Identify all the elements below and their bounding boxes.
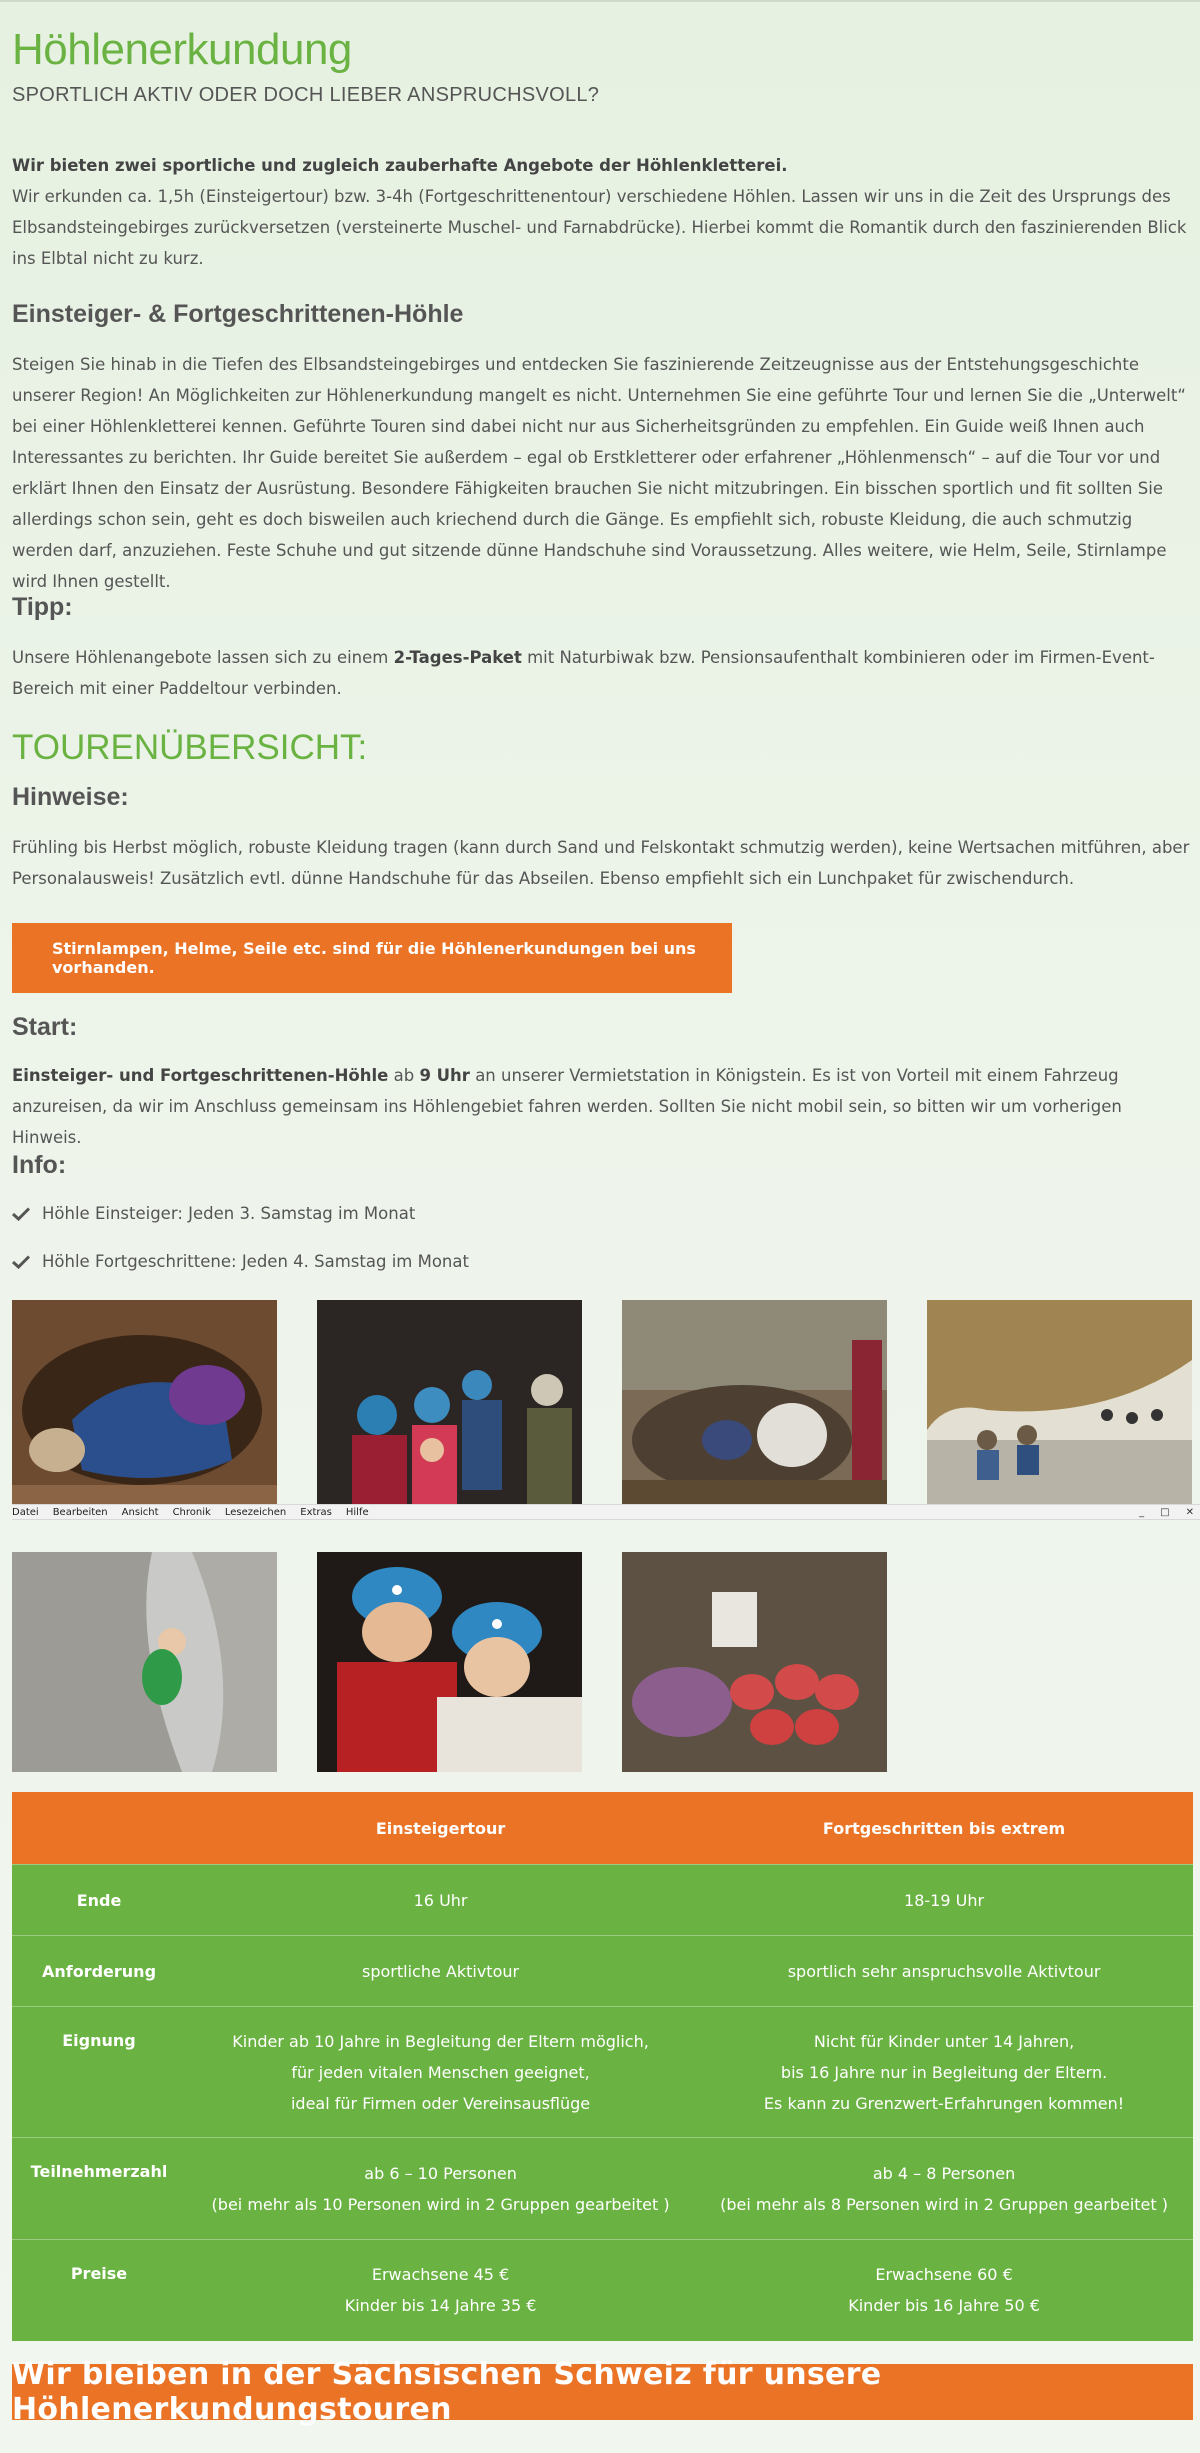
cell-line: ab 4 – 8 Personen bbox=[872, 2163, 1016, 2183]
start-heading: Start: bbox=[12, 1013, 78, 1041]
cell-suitability-beginner bbox=[186, 2007, 695, 2138]
info-item-beginner bbox=[12, 1204, 415, 1223]
cell-line: ab 6 – 10 Personen bbox=[364, 2163, 517, 2183]
row-label-requirement: Anforderung bbox=[12, 1936, 186, 2007]
gallery-photo-helmets[interactable] bbox=[317, 1552, 582, 1772]
cell-suitability-advanced bbox=[695, 2007, 1193, 2138]
tour-table bbox=[12, 1792, 1193, 2341]
table-header-empty bbox=[12, 1792, 186, 1865]
check-icon bbox=[12, 1207, 30, 1221]
cell-line: ideal für Firmen oder Vereinsausflüge bbox=[290, 2093, 591, 2113]
cell-participants-beginner bbox=[186, 2138, 695, 2240]
tipp-text-pre: Unsere Höhlenangebote lassen sich zu einem bbox=[12, 648, 394, 667]
gallery-photo-crawling[interactable] bbox=[12, 1300, 277, 1518]
start-mid: ab bbox=[388, 1066, 420, 1085]
close-icon[interactable]: ✕ bbox=[1185, 1506, 1194, 1518]
tipp-text-bold: 2-Tages-Paket bbox=[393, 648, 522, 667]
row-label-end: Ende bbox=[12, 1865, 186, 1936]
menu-bookmarks[interactable]: Lesezeichen bbox=[224, 1506, 287, 1518]
cell-line: Kinder bis 16 Jahre 50 € bbox=[848, 2296, 1040, 2316]
overview-heading: TOURENÜBERSICHT: bbox=[12, 728, 368, 767]
cell-line: Kinder bis 14 Jahre 35 € bbox=[344, 2296, 537, 2316]
table-row bbox=[12, 1865, 1193, 1936]
cell-line: Kinder ab 10 Jahre in Begleitung der Eltern möglich, bbox=[232, 2031, 649, 2051]
menu-view[interactable]: Ansicht bbox=[121, 1506, 159, 1518]
page-subtitle: SPORTLICH AKTIV ODER DOCH LIEBER ANSPRUCHSVOLL? bbox=[12, 84, 600, 106]
top-border bbox=[0, 0, 1200, 2]
window-buttons bbox=[1139, 1507, 1200, 1518]
cell-line: für jeden vitalen Menschen geeignet, bbox=[291, 2062, 590, 2082]
menu-help[interactable]: Hilfe bbox=[345, 1506, 369, 1518]
cell-end-advanced: 18-19 Uhr bbox=[695, 1865, 1193, 1936]
row-label-prices: Preise bbox=[12, 2240, 186, 2341]
menu-file[interactable]: Datei bbox=[12, 1506, 39, 1518]
table-row bbox=[12, 2240, 1193, 2341]
cell-line: (bei mehr als 10 Personen wird in 2 Gruppen gearbeitet ) bbox=[211, 2194, 670, 2214]
equipment-note-box bbox=[12, 923, 732, 993]
cell-line: Nicht für Kinder unter 14 Jahren, bbox=[813, 2031, 1075, 2051]
intro-paragraph bbox=[12, 150, 1190, 274]
page-title: Höhlenerkundung bbox=[12, 25, 352, 74]
gallery-photo-cave-entrance[interactable] bbox=[622, 1300, 887, 1518]
gallery-photo-group[interactable] bbox=[317, 1300, 582, 1518]
cell-requirement-beginner: sportliche Aktivtour bbox=[186, 1936, 695, 2007]
check-icon bbox=[12, 1255, 30, 1269]
cell-requirement-advanced: sportlich sehr anspruchsvolle Aktivtour bbox=[695, 1936, 1193, 2007]
bottom-banner bbox=[12, 2357, 1193, 2427]
tipp-text bbox=[12, 642, 1190, 704]
cell-line: Es kann zu Grenzwert-Erfahrungen kommen! bbox=[763, 2093, 1125, 2113]
start-text bbox=[12, 1060, 1190, 1153]
hinweise-heading: Hinweise: bbox=[12, 783, 129, 811]
minimize-icon[interactable]: _ bbox=[1139, 1506, 1145, 1518]
gallery-photo-equipment[interactable] bbox=[622, 1552, 887, 1772]
info-heading: Info: bbox=[12, 1151, 67, 1179]
menu-edit[interactable]: Bearbeiten bbox=[52, 1506, 108, 1518]
tipp-text-post: mit Naturbiwak bzw. Pensionsaufenthalt kombinieren oder im Firmen-Event-Bereich mit einer Paddeltour verbinden. bbox=[12, 648, 1155, 698]
table-header-beginner: Einsteigertour bbox=[186, 1792, 695, 1865]
bottom-banner-text: Wir bleiben in der Sächsischen Schweiz für unsere Höhlenerkundungstouren bbox=[12, 2357, 882, 2427]
start-bold-1: Einsteiger- und Fortgeschrittenen-Höhle bbox=[12, 1066, 389, 1085]
cell-line: bis 16 Jahre nur in Begleitung der Eltern. bbox=[780, 2062, 1108, 2082]
cell-line: Erwachsene 45 € bbox=[371, 2265, 510, 2285]
cell-participants-advanced bbox=[695, 2138, 1193, 2240]
browser-menubar bbox=[12, 1504, 1200, 1520]
info-item-text: Höhle Einsteiger: Jeden 3. Samstag im Monat bbox=[42, 1204, 416, 1223]
cell-line: (bei mehr als 8 Personen wird in 2 Gruppen gearbeitet ) bbox=[720, 2194, 1168, 2214]
intro-text: Wir erkunden ca. 1,5h (Einsteigertour) bzw. 3-4h (Fortgeschrittenentour) verschiedene Höhlen. Lassen wir uns in die Zeit des Ursprungs des Elbsandsteingebirges zurückversetzen (versteinerte Muschel- und Farnabdrücke). Hierbei kommt die Romantik durch den faszinierenden Blick ins Elbtal nicht zu kurz. bbox=[12, 187, 1187, 268]
start-bold-2: 9 Uhr bbox=[419, 1066, 470, 1085]
cell-end-beginner: 16 Uhr bbox=[186, 1865, 695, 1936]
table-row bbox=[12, 1936, 1193, 2007]
menu-tools[interactable]: Extras bbox=[300, 1506, 332, 1518]
gallery-photo-child-climbing[interactable] bbox=[12, 1552, 277, 1772]
section-caves-text: Steigen Sie hinab in die Tiefen des Elbsandsteingebirges und entdecken Sie faszinierende Zeitzeugnisse aus der Entstehungsgeschichte unserer Region! An Möglichkeiten zur Höhlenerkundung mangelt es nicht. Unternehmen Sie eine geführte Tour und lernen Sie die „Unterwelt“ bei einer Höhlenkletterei kennen. Geführte Touren sind dabei nicht nur aus Sicherheitsgründen zu empfehlen. Ein Guide weiß Ihnen auch Interessantes zu berichten. Ihr Guide bereitet Sie außerdem – egal ob Erstkletterer oder erfahrener „Höhlenmensch“ – auf die Tour vor und erklärt Ihnen den Einsatz der Ausrüstung. Besondere Fähigkeiten brauchen Sie nicht mitzubringen. Ein bisschen sportlich und fit sollten Sie allerdings schon sein, geht es doch bisweilen auch kriechend durch die Gänge. Es empfiehlt sich, robuste Kleidung, die auch schmutzig werden darf, anzuziehen. Feste Schuhe und gut sitzende dünne Handschuhe sind Voraussetzung. Alles weitere, wie Helm, Seile, Stirnlampe wird Ihnen gestellt. bbox=[12, 355, 1186, 591]
equipment-note: Stirnlampen, Helme, Seile etc. sind für die Höhlenerkundungen bei uns vorhanden. bbox=[52, 939, 696, 977]
table-header-advanced: Fortgeschritten bis extrem bbox=[695, 1792, 1193, 1865]
hinweise-text: Frühling bis Herbst möglich, robuste Kleidung tragen (kann durch Sand und Felskontakt schmutzig werden), keine Wertsachen mitführen, aber Personalausweis! Zusätzlich evtl. dünne Handschuhe für das Abseilen. Ebenso empfiehlt sich ein Lunchpaket für zwischendurch. bbox=[12, 838, 1190, 888]
maximize-icon[interactable]: □ bbox=[1160, 1506, 1170, 1518]
intro-bold: Wir bieten zwei sportliche und zugleich zauberhafte Angebote der Höhlenkletterei. bbox=[12, 156, 788, 175]
info-item-advanced bbox=[12, 1252, 469, 1271]
tipp-heading: Tipp: bbox=[12, 593, 73, 621]
section-heading-caves: Einsteiger- & Fortgeschrittenen-Höhle bbox=[12, 300, 464, 328]
gallery-photo-rock-overhang[interactable] bbox=[927, 1300, 1192, 1518]
table-row bbox=[12, 2138, 1193, 2240]
menu-history[interactable]: Chronik bbox=[172, 1506, 211, 1518]
row-label-suitability: Eignung bbox=[12, 2007, 186, 2138]
cell-prices-beginner bbox=[186, 2240, 695, 2341]
cell-line: Erwachsene 60 € bbox=[875, 2265, 1013, 2285]
cell-prices-advanced bbox=[695, 2240, 1193, 2341]
table-row bbox=[12, 2007, 1193, 2138]
info-item-text: Höhle Fortgeschrittene: Jeden 4. Samstag im Monat bbox=[42, 1252, 469, 1271]
row-label-participants: Teilnehmerzahl bbox=[12, 2138, 186, 2240]
start-rest: an unserer Vermietstation in Königstein. Es ist von Vorteil mit einem Fahrzeug anzureisen, da wir im Anschluss gemeinsam ins Höhlengebiet fahren werden. Sollten Sie nicht mobil sein, so bitten wir um vorherigen Hinweis. bbox=[12, 1066, 1122, 1147]
